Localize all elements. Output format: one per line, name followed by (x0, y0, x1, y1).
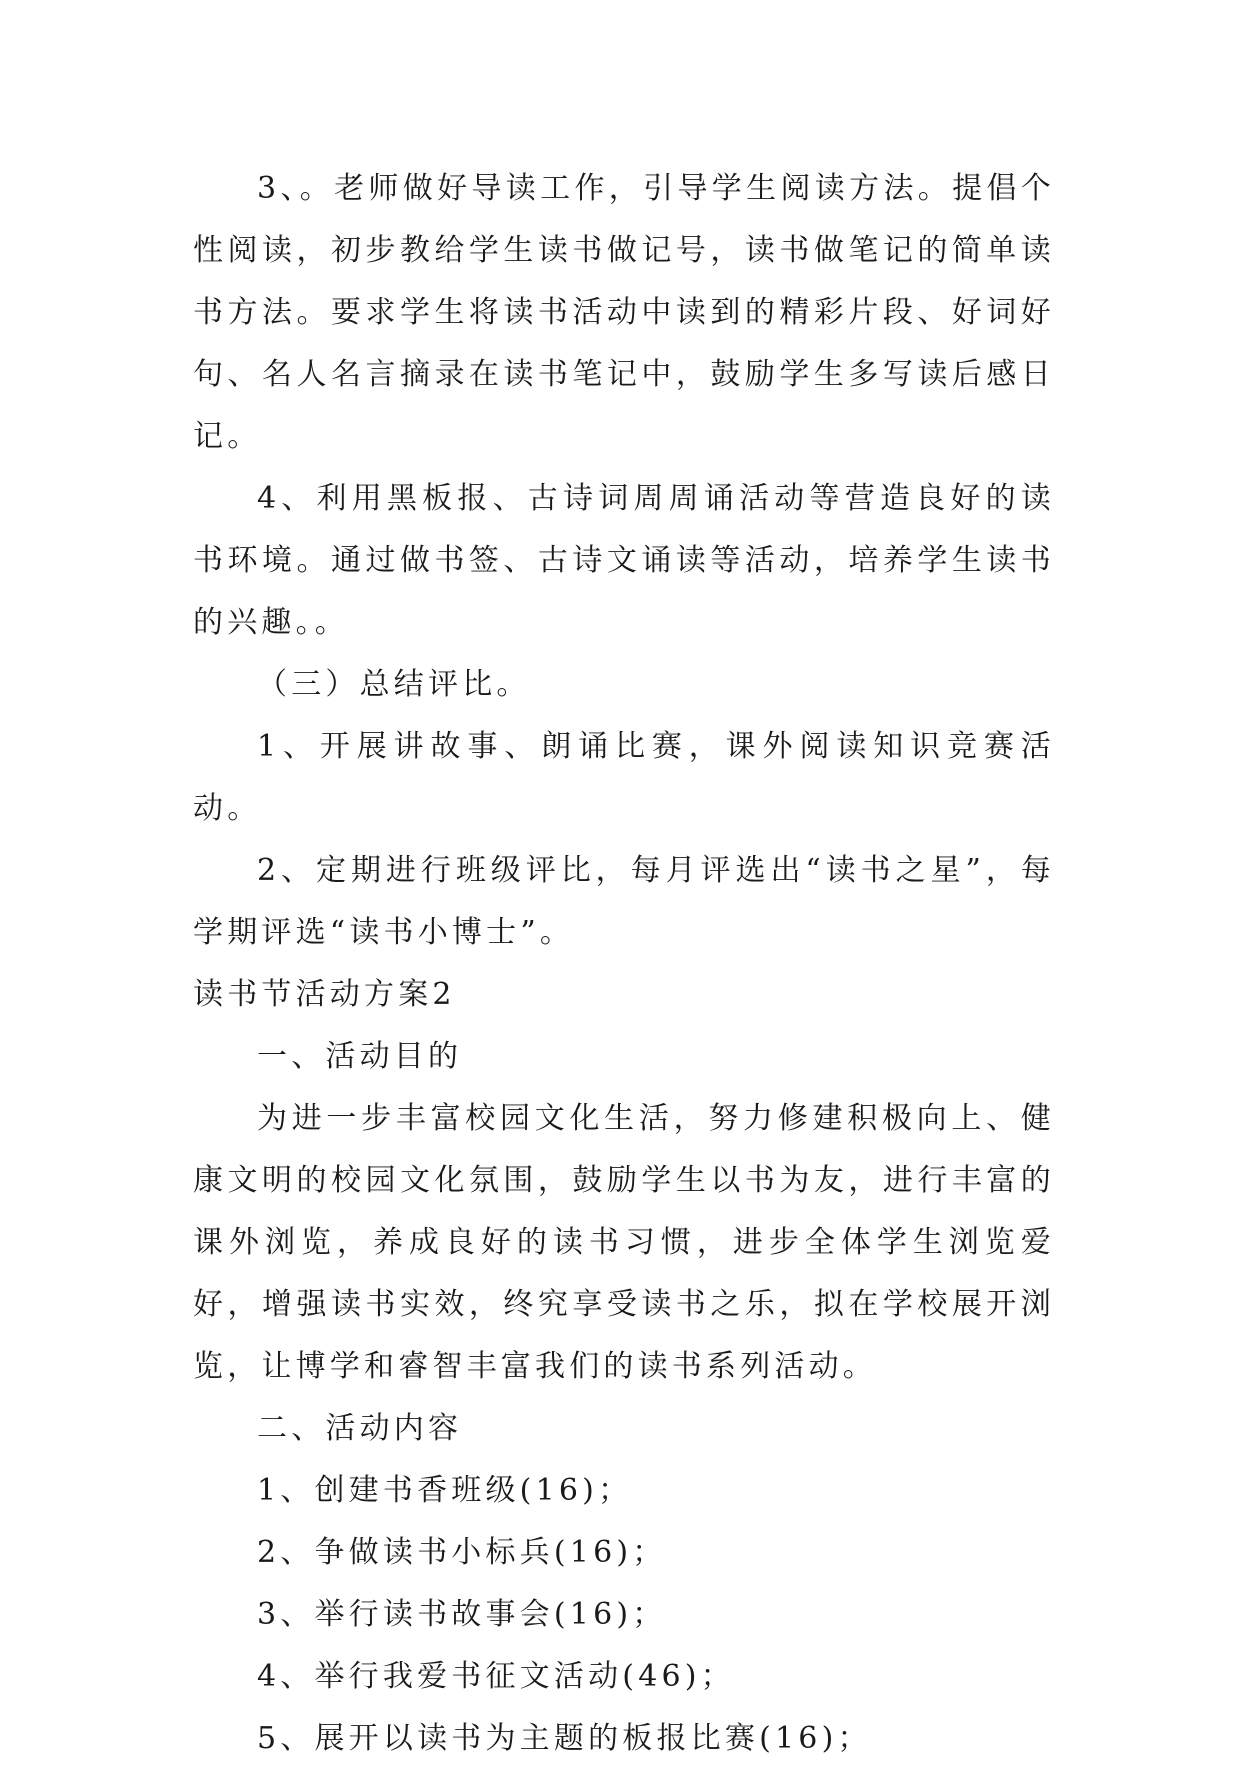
list-item-essay-activity: 4、举行我爱书征文活动(46)； (257, 1659, 735, 1694)
paragraph-activity-purpose: 为进一步丰富校园文化生活，努力修建积极向上、健康文明的校园文化氛围，鼓励学生以书为友，进行丰富的课外浏览，养成良好的读书习惯，进步全体学生浏览爱好，增强读书实效，终究享受读书之乐，拟在学校展开浏览，让博学和睿智丰富我们的读书系列活动。 (193, 1101, 1055, 1384)
list-item-board-competition: 5、展开以读书为主题的板报比赛(16)； (257, 1721, 872, 1756)
list-item-book-class: 1、创建书香班级(16)； (257, 1473, 633, 1508)
heading-activity-content: 二、活动内容 (257, 1411, 463, 1446)
subheading-summary-evaluation: （三）总结评比。 (257, 667, 531, 702)
paragraph-item-1-competitions: 1、开展讲故事、朗诵比赛，课外阅读知识竞赛活动。 (193, 729, 1055, 826)
list-item-story-meeting: 3、举行读书故事会(16)； (257, 1597, 667, 1632)
paragraph-item-3-reading-guidance: 3、。老师做好导读工作，引导学生阅读方法。提倡个性阅读，初步教给学生读书做记号，读书做笔记的简单读书方法。要求学生将读书活动中读到的精彩片段、好词好句、名人名言摘录在读书笔记中，鼓励学生多写读后感日记。 (193, 171, 1055, 454)
list-item-reading-model: 2、争做读书小标兵(16)； (257, 1535, 667, 1570)
paragraph-item-2-class-evaluation: 2、定期进行班级评比，每月评选出“读书之星”，每学期评选“读书小博士”。 (193, 853, 1055, 950)
section-title-plan-2: 读书节活动方案2 (193, 977, 456, 1012)
heading-activity-purpose: 一、活动目的 (257, 1039, 463, 1074)
document-body (193, 158, 1055, 1770)
paragraph-item-4-reading-environment: 4、利用黑板报、古诗词周周诵活动等营造良好的读书环境。通过做书签、古诗文诵读等活动，培养学生读书的兴趣。。 (193, 481, 1055, 640)
